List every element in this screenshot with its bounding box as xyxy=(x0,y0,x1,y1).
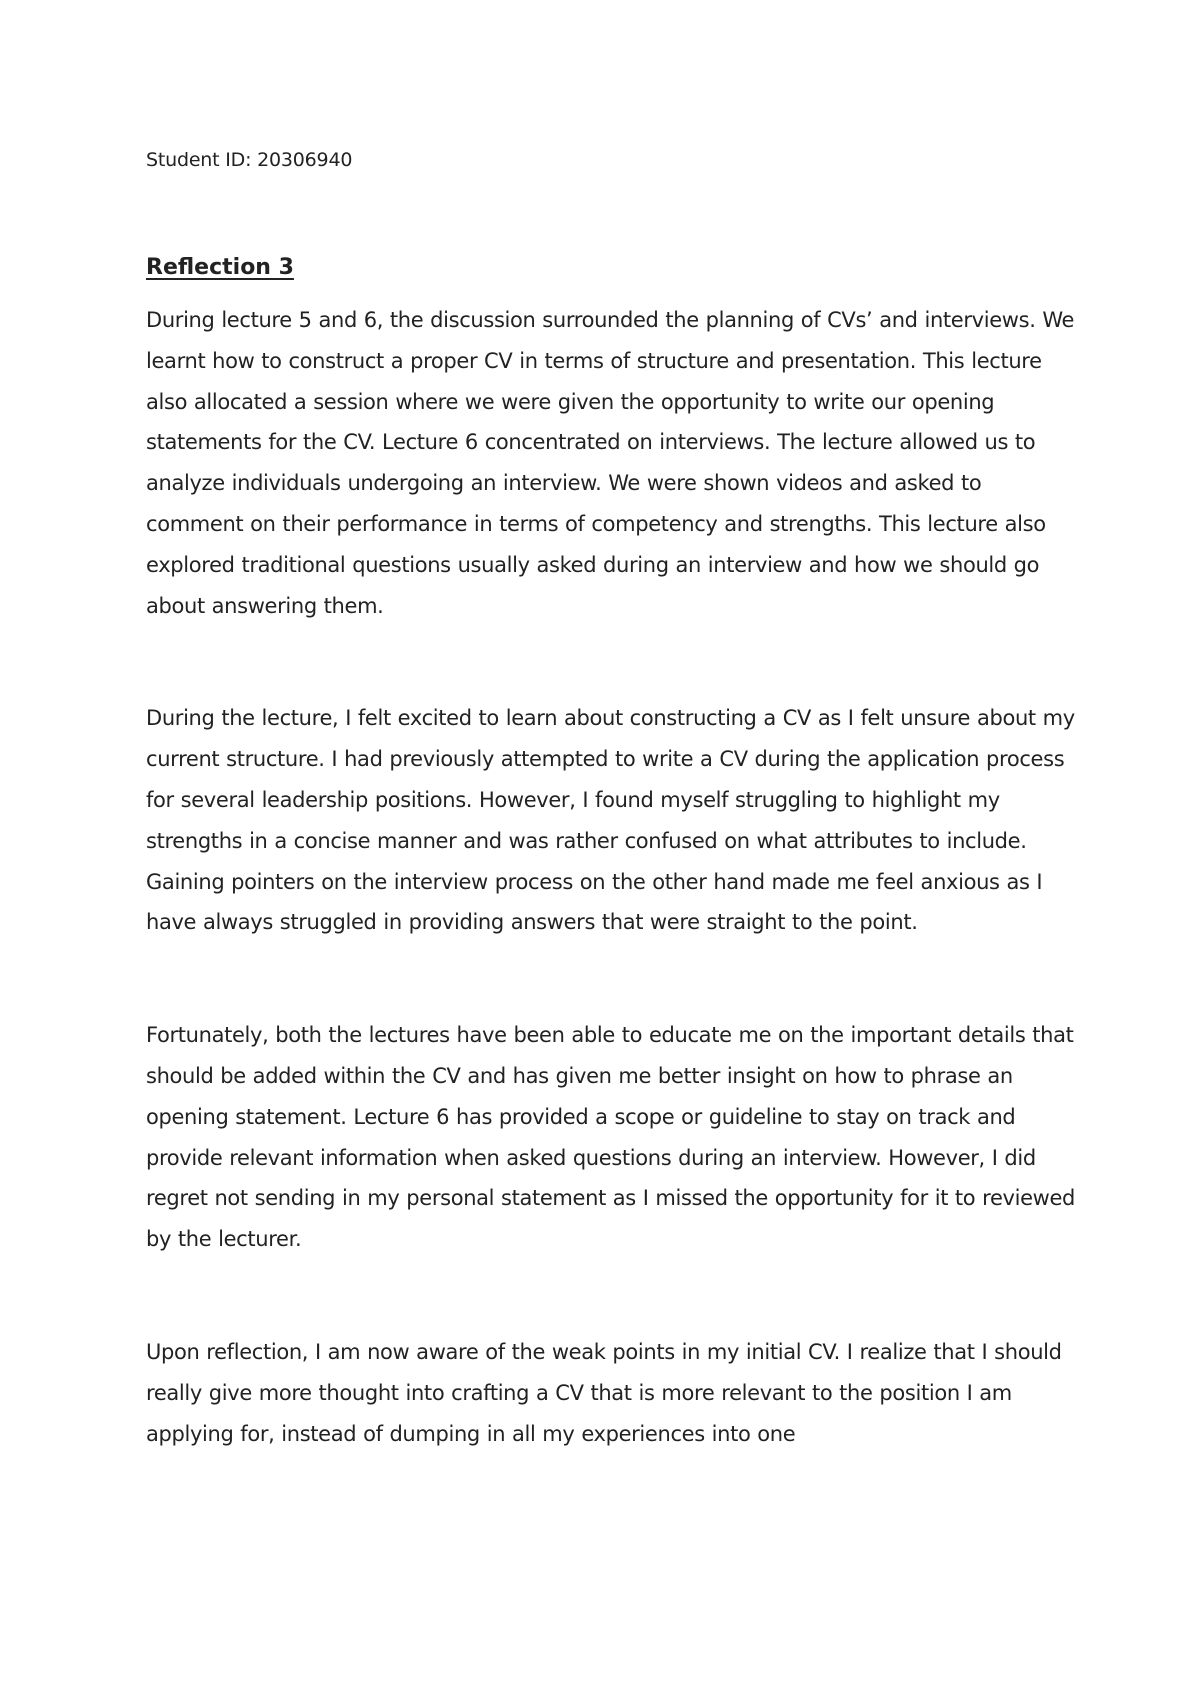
document-body xyxy=(146,140,1076,1454)
student-id: Student ID: 20306940 xyxy=(146,149,353,171)
paragraph-2: During the lecture, I felt excited to learn about constructing a CV as I felt unsure about my current structure. I had previously attempted to write a CV during the application process for several leadership positions. However, I found myself struggling to highlight my strengths in a concise manner and was rather confused on what attributes to include. Gaining pointers on the interview process on the other hand made me feel anxious as I have always struggled in providing answers that were straight to the point. xyxy=(146,706,1075,935)
paragraph-1: During lecture 5 and 6, the discussion surrounded the planning of CVs’ and interviews. We learnt how to construct a proper CV in terms of structure and presentation. This lecture also allocated a session where we were given the opportunity to write our opening statements for the CV. Lecture 6 concentrated on interviews. The lecture allowed us to analyze individuals undergoing an interview. We were shown videos and asked to comment on their performance in terms of competency and strengths. This lecture also explored traditional questions usually asked during an interview and how we should go about answering them. xyxy=(146,308,1075,618)
paragraph-4: Upon reflection, I am now aware of the weak points in my initial CV. I realize that I should really give more thought into crafting a CV that is more relevant to the position I am applying for, instead of dumping in all my experiences into one xyxy=(146,1339,1062,1446)
paragraph-3: Fortunately, both the lectures have been able to educate me on the important details that should be added within the CV and has given me better insight on how to phrase an opening statement. Lecture 6 has provided a scope or guideline to stay on track and provide relevant information when asked questions during an interview. However, I did regret not sending in my personal statement as I missed the opportunity for it to reviewed by the lecturer. xyxy=(146,1023,1076,1252)
reflection-heading: Reflection 3 xyxy=(146,255,294,280)
